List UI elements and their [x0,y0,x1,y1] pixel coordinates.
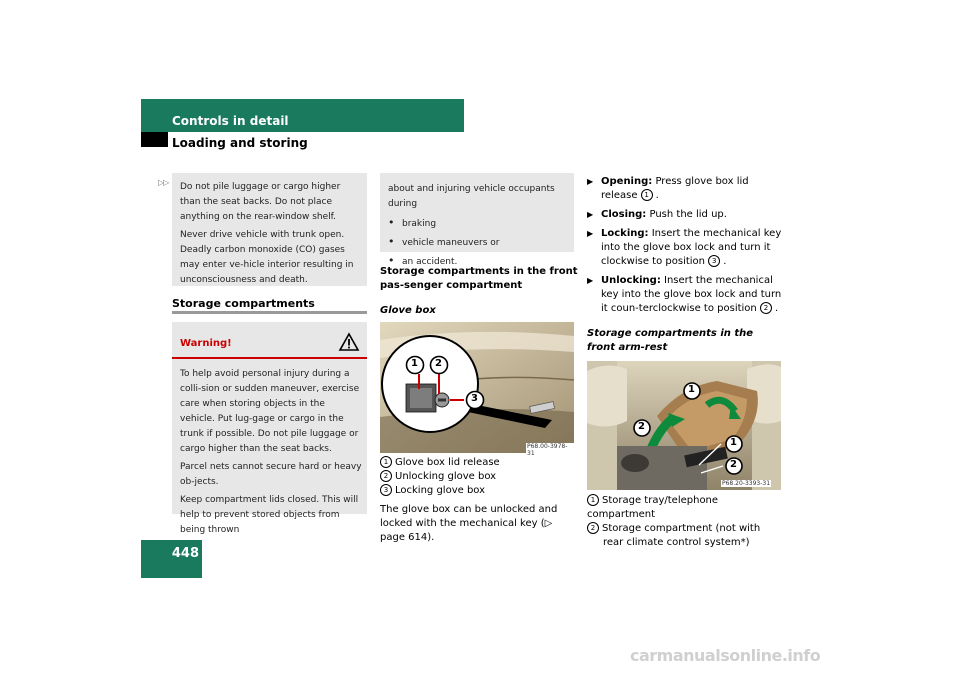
glove-box-photo [380,322,574,457]
step-unlocking: ▶ Unlocking: Insert the mechanical key into the glove box lock and turn it coun-terclockwise to position 2 . [587,274,782,316]
list-item: • an accident. [388,252,566,271]
step-opening: ▶ Opening: Press glove box lid release 1 . [587,175,782,203]
page-number: 448 [171,546,199,561]
safety-note-box [172,173,367,286]
chapter-title: Controls in detail [172,114,289,128]
legend-item: 2 Storage compartment (not with rear climate control system*) [587,522,783,550]
note-paragraph: Never drive vehicle with trunk open. Deadly carbon monoxide (CO) gases may enter ve-hicle interior resulting in unconsciousness and death. [180,230,354,285]
list-item: • vehicle maneuvers or [388,233,566,252]
step-closing: ▶ Closing: Push the lid up. [587,208,782,222]
callout-2: 2 [435,358,442,369]
warning-paragraph: To help avoid personal injury during a colli-sion or sudden maneuver, exercise care when storing objects in the vehicle. Put lug-gage or cargo in the trunk if possible. Do not pile luggage or cargo higher than the seat backs. [180,369,360,454]
header-marker [141,132,168,147]
glove-box-heading: Glove box [380,305,436,316]
callout-1: 1 [411,358,418,369]
callout-3: 3 [471,393,478,404]
subsection-heading: Storage compartments in the front pas-senger compartment [380,266,578,291]
legend-item: 1 Glove box lid release [380,456,576,470]
armrest-legend [587,494,783,550]
warning-divider [172,357,367,359]
continuation-icon: ▷▷ [158,178,169,187]
footer-watermark: carmanualsonline.info [630,646,821,665]
section-title: Loading and storing [172,136,308,150]
section-heading: Storage compartments [172,297,315,310]
armrest-heading: Storage compartments in the front arm-rest [587,328,754,353]
step-locking: ▶ Locking: Insert the mechanical key into the glove box lock and turn it clockwise to position 3 . [587,227,782,269]
warning-text [180,367,362,538]
legend-item: 2 Unlocking glove box [380,470,576,484]
glove-box-legend [380,456,576,498]
warning-paragraph: Parcel nets cannot secure hard or heavy ob-jects. [180,462,362,487]
warning-title: Warning! [180,338,232,349]
section-divider [172,311,367,314]
callout-2: 2 [638,421,645,432]
note-paragraph: Do not pile luggage or cargo higher than the seat backs. Do not place anything on the rear-window shelf. [180,182,341,222]
image-code: P68.20-3393-31 [722,480,771,487]
list-item: • braking [388,214,566,233]
image-code: P68.00-3978-31 [526,443,574,457]
warning-paragraph: Keep compartment lids closed. This will help to prevent stored objects from being thrown [180,495,359,535]
legend-item: 3 Locking glove box [380,484,576,498]
warning-triangle-icon [339,333,359,351]
glove-box-description: The glove box can be unlocked and locked with the mechanical key (▷ page 614). [380,504,558,543]
callout-1: 1 [688,384,695,395]
legend-item: 1 Storage tray/telephone compartment [587,495,719,520]
note-intro: about and injuring vehicle occupants during [388,184,555,209]
safety-note-box-continued [380,173,574,267]
callout-2-lower: 2 [730,459,737,470]
callout-1-lower: 1 [730,437,737,448]
armrest-photo [587,361,781,490]
